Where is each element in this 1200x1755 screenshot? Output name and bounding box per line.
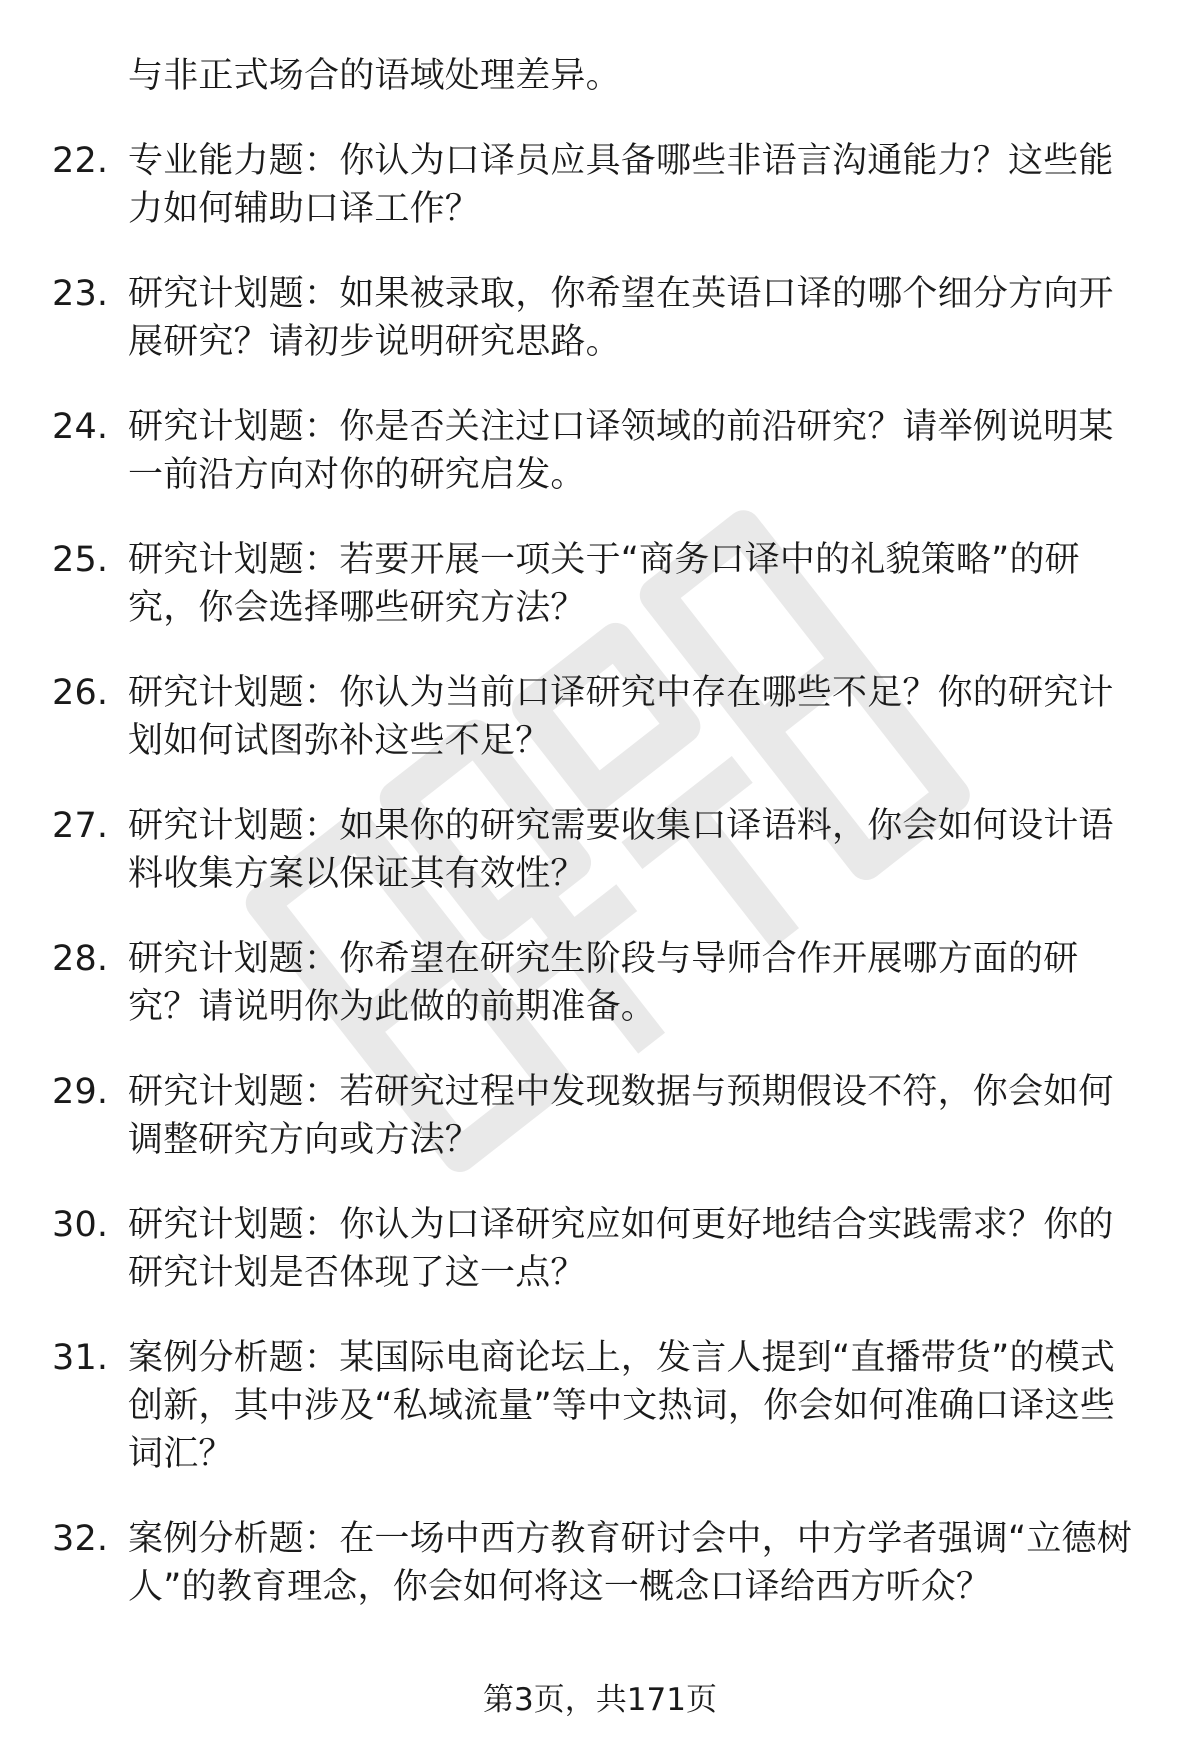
- list-item: [0, 403, 1200, 499]
- question-text: 研究计划题：你希望在研究生阶段与导师合作开展哪方面的研究？请说明你为此做的前期准备。: [128, 939, 1079, 1027]
- question-list: [0, 52, 1200, 1648]
- question-text: 研究计划题：如果被录取，你希望在英语口译的哪个细分方向开展研究？请初步说明研究思路。: [128, 274, 1114, 362]
- list-item: [0, 1201, 1200, 1297]
- page-footer: 第3页，共171页: [483, 1682, 717, 1718]
- question-text: 研究计划题：若研究过程中发现数据与预期假设不符，你会如何调整研究方向或方法？: [128, 1072, 1114, 1160]
- question-text: 专业能力题：你认为口译员应具备哪些非语言沟通能力？这些能力如何辅助口译工作？: [128, 141, 1114, 229]
- list-item: [0, 536, 1200, 632]
- question-number: 24.: [52, 407, 109, 447]
- continuation-text: 与非正式场合的语域处理差异。: [128, 56, 621, 96]
- list-item: [0, 270, 1200, 366]
- question-number: 22.: [52, 141, 109, 181]
- question-number: 25.: [52, 540, 109, 580]
- list-item: [0, 1515, 1200, 1611]
- question-number: 31.: [52, 1338, 109, 1378]
- question-number: 32.: [52, 1519, 109, 1559]
- question-number: 26.: [52, 673, 109, 713]
- list-item: [0, 1334, 1200, 1478]
- question-text: 研究计划题：如果你的研究需要收集口译语料，你会如何设计语料收集方案以保证其有效性？: [128, 806, 1114, 894]
- list-item: [0, 669, 1200, 765]
- question-number: 30.: [52, 1205, 109, 1245]
- question-number: 23.: [52, 274, 109, 314]
- question-text: 研究计划题：你认为口译研究应如何更好地结合实践需求？你的研究计划是否体现了这一点？: [128, 1205, 1114, 1293]
- list-item: [0, 935, 1200, 1031]
- question-text: 研究计划题：你认为当前口译研究中存在哪些不足？你的研究计划如何试图弥补这些不足？: [128, 673, 1114, 761]
- question-number: 27.: [52, 806, 109, 846]
- question-text: 案例分析题：在一场中西方教育研讨会中，中方学者强调“立德树人”的教育理念，你会如何将这一概念口译给西方听众？: [128, 1519, 1132, 1607]
- question-number: 29.: [52, 1072, 109, 1112]
- list-item-continuation: [0, 52, 1200, 100]
- question-text: 案例分析题：某国际电商论坛上，发言人提到“直播带货”的模式创新，其中涉及“私域流量”等中文热词，你会如何准确口译这些词汇？: [128, 1338, 1116, 1474]
- question-number: 28.: [52, 939, 109, 979]
- list-item: [0, 137, 1200, 233]
- list-item: [0, 802, 1200, 898]
- question-text: 研究计划题：你是否关注过口译领域的前沿研究？请举例说明某一前沿方向对你的研究启发。: [128, 407, 1114, 495]
- question-text: 研究计划题：若要开展一项关于“商务口译中的礼貌策略”的研究，你会选择哪些研究方法？: [128, 540, 1080, 628]
- list-item: [0, 1068, 1200, 1164]
